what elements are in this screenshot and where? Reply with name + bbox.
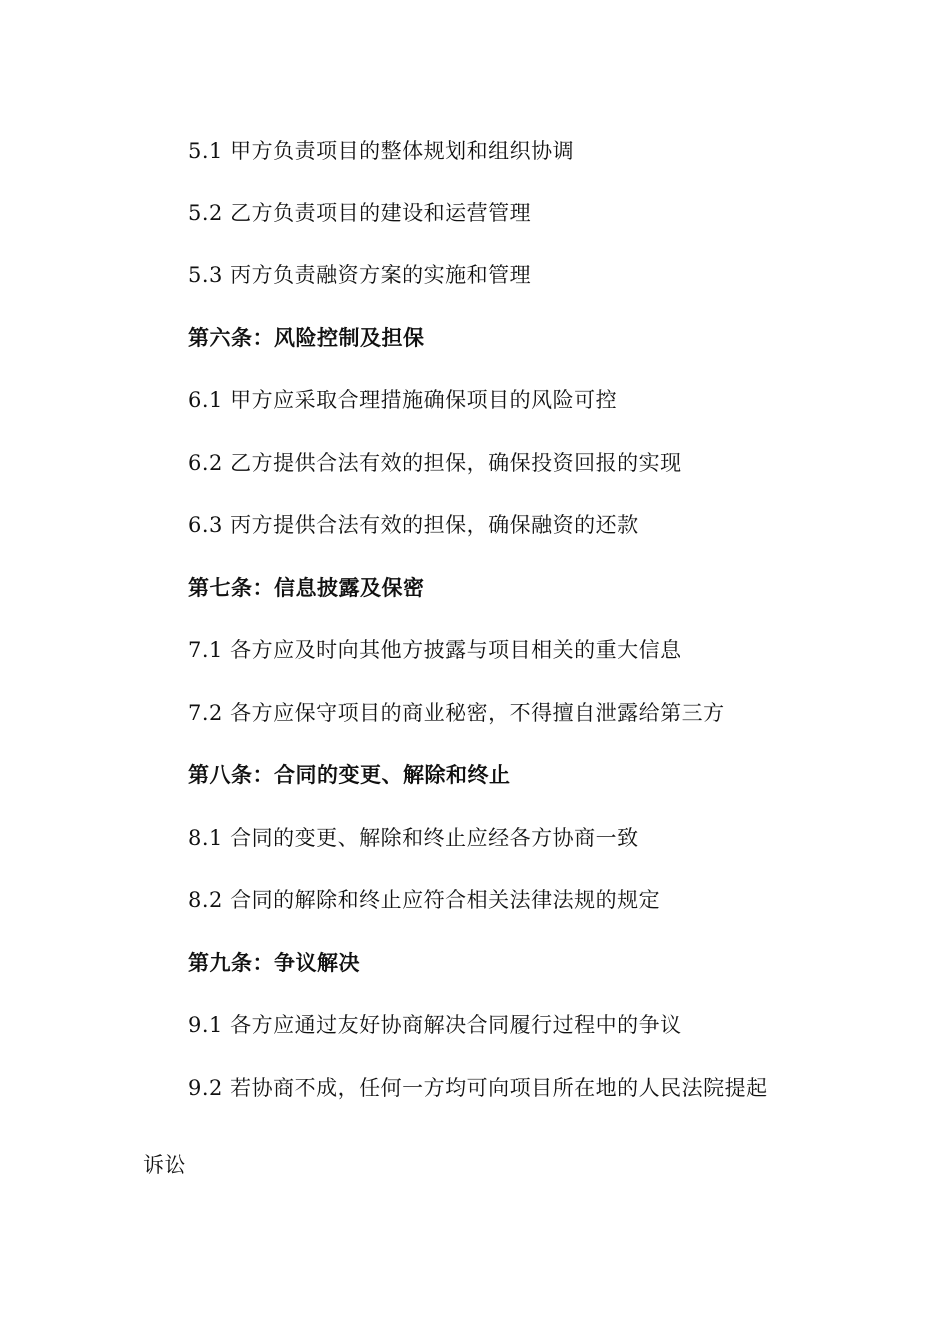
article-7-heading: 第七条：信息披露及保密: [188, 576, 425, 600]
article-6-heading: 第六条：风险控制及担保: [188, 326, 425, 350]
clause-8-1: 8.1 合同的变更、解除和终止应经各方协商一致: [188, 826, 639, 850]
clause-9-2-continuation: 诉讼: [143, 1153, 186, 1177]
clause-7-1: 7.1 各方应及时向其他方披露与项目相关的重大信息: [188, 638, 682, 662]
clause-5-2: 5.2 乙方负责项目的建设和运营管理: [188, 201, 532, 225]
clause-6-3: 6.3 丙方提供合法有效的担保，确保融资的还款: [188, 513, 639, 537]
clause-5-1: 5.1 甲方负责项目的整体规划和组织协调: [188, 139, 575, 163]
clause-5-3: 5.3 丙方负责融资方案的实施和管理: [188, 263, 532, 287]
article-9-heading: 第九条：争议解决: [188, 951, 360, 975]
article-8-heading: 第八条：合同的变更、解除和终止: [188, 763, 511, 787]
clause-6-2: 6.2 乙方提供合法有效的担保，确保投资回报的实现: [188, 451, 682, 475]
clause-7-2: 7.2 各方应保守项目的商业秘密，不得擅自泄露给第三方: [188, 701, 725, 725]
clause-8-2: 8.2 合同的解除和终止应符合相关法律法规的规定: [188, 888, 661, 912]
clause-9-1: 9.1 各方应通过友好协商解决合同履行过程中的争议: [188, 1013, 682, 1037]
clause-6-1: 6.1 甲方应采取合理措施确保项目的风险可控: [188, 388, 618, 412]
clause-9-2: 9.2 若协商不成，任何一方均可向项目所在地的人民法院提起: [188, 1076, 768, 1100]
